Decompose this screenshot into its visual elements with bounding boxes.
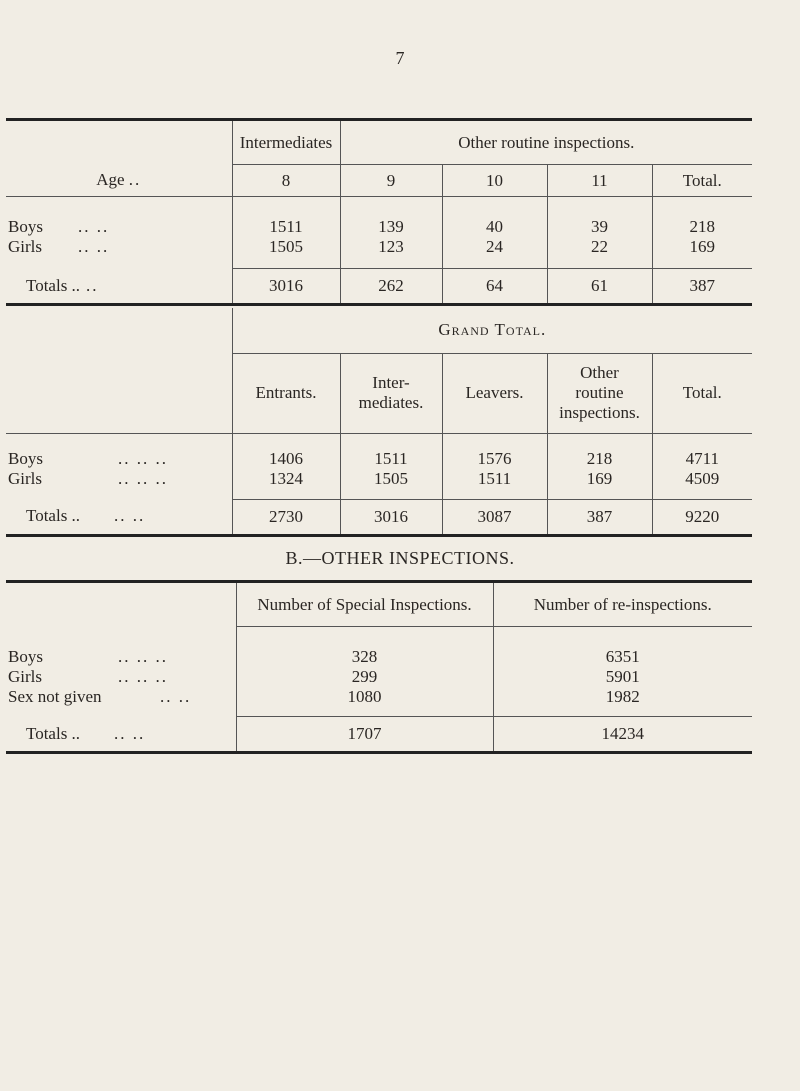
cell: 1080 [236, 687, 493, 707]
cell: 1406 [232, 449, 340, 469]
cell: 6351 [493, 647, 752, 667]
cell: 3016 [232, 269, 340, 305]
row-label-girls: Girls .. .. .. [8, 666, 168, 686]
row-label-sex-not-given: Sex not given .. .. [8, 686, 192, 706]
cell: 1324 [232, 469, 340, 489]
cell: 169 [652, 237, 752, 257]
other-routine-header: Other routine inspections. [340, 120, 752, 165]
grand-total-spacer [6, 308, 232, 353]
cell: 4711 [652, 449, 752, 469]
col-label-10: 10 [442, 165, 547, 197]
cell: 387 [547, 499, 652, 535]
header-entrants: Entrants. [232, 353, 340, 433]
table-row [6, 647, 752, 667]
cell: 387 [652, 269, 752, 305]
cell: 5901 [493, 667, 752, 687]
cell: 328 [236, 647, 493, 667]
cell: 1505 [340, 469, 442, 489]
table-row [6, 449, 752, 469]
cell: 1511 [232, 217, 340, 237]
header-re-inspections: Number of re-inspections. [493, 582, 752, 627]
header-other-routine: Other routine inspections. [547, 353, 652, 433]
totals-label: Totals .. .. [26, 275, 99, 295]
cell: 24 [442, 237, 547, 257]
section-b-title: B.—OTHER INSPECTIONS. [285, 548, 515, 568]
table-row [6, 687, 752, 707]
cell: 1511 [442, 469, 547, 489]
col-label-11: 11 [547, 165, 652, 197]
cell: 39 [547, 217, 652, 237]
row-label-girls: Girls .. .. [8, 236, 110, 256]
cell: 3087 [442, 499, 547, 535]
cell: 1511 [340, 449, 442, 469]
col-label-total: Total. [652, 165, 752, 197]
col-label-8: 8 [232, 165, 340, 197]
grand-total-title: Grand Total. [232, 308, 752, 353]
cell: 61 [547, 269, 652, 305]
cell: 123 [340, 237, 442, 257]
cell: 14234 [493, 717, 752, 753]
header-special-inspections: Number of Special Inspections. [236, 582, 493, 627]
age-header-spacer [6, 120, 232, 165]
cell: 1707 [236, 717, 493, 753]
header-intermediates: Inter- mediates. [340, 353, 442, 433]
table-row [6, 469, 752, 489]
grand-total-table [6, 308, 752, 537]
cell: 139 [340, 217, 442, 237]
table-row [6, 237, 752, 257]
other-inspections-table [6, 580, 752, 754]
cell: 22 [547, 237, 652, 257]
cell: 1982 [493, 687, 752, 707]
cell: 218 [652, 217, 752, 237]
totals-row [6, 269, 752, 305]
cell: 3016 [340, 499, 442, 535]
row-label-boys: Boys .. .. .. [8, 646, 168, 666]
cell: 4509 [652, 469, 752, 489]
header-leavers: Leavers. [442, 353, 547, 433]
col-label-9: 9 [340, 165, 442, 197]
totals-label: Totals .. .. .. [26, 723, 146, 743]
intermediates-header: Intermediates [232, 120, 340, 165]
row-label-boys: Boys .. .. [8, 216, 110, 236]
cell: 262 [340, 269, 442, 305]
cell: 169 [547, 469, 652, 489]
cell: 9220 [652, 499, 752, 535]
header-total: Total. [652, 353, 752, 433]
cell: 40 [442, 217, 547, 237]
cell: 299 [236, 667, 493, 687]
totals-label: Totals .. .. .. [26, 506, 146, 526]
cell: 218 [547, 449, 652, 469]
age-header: Age .. [96, 170, 142, 190]
table-row [6, 217, 752, 237]
intermediates-table [6, 118, 752, 306]
totals-row [6, 717, 752, 753]
cell: 64 [442, 269, 547, 305]
row-label-girls: Girls .. .. .. [8, 469, 168, 488]
row-label-boys: Boys .. .. .. [8, 449, 168, 468]
totals-row [6, 499, 752, 535]
cell: 1576 [442, 449, 547, 469]
page-number: 7 [395, 48, 405, 68]
cell: 1505 [232, 237, 340, 257]
cell: 2730 [232, 499, 340, 535]
table-row [6, 667, 752, 687]
